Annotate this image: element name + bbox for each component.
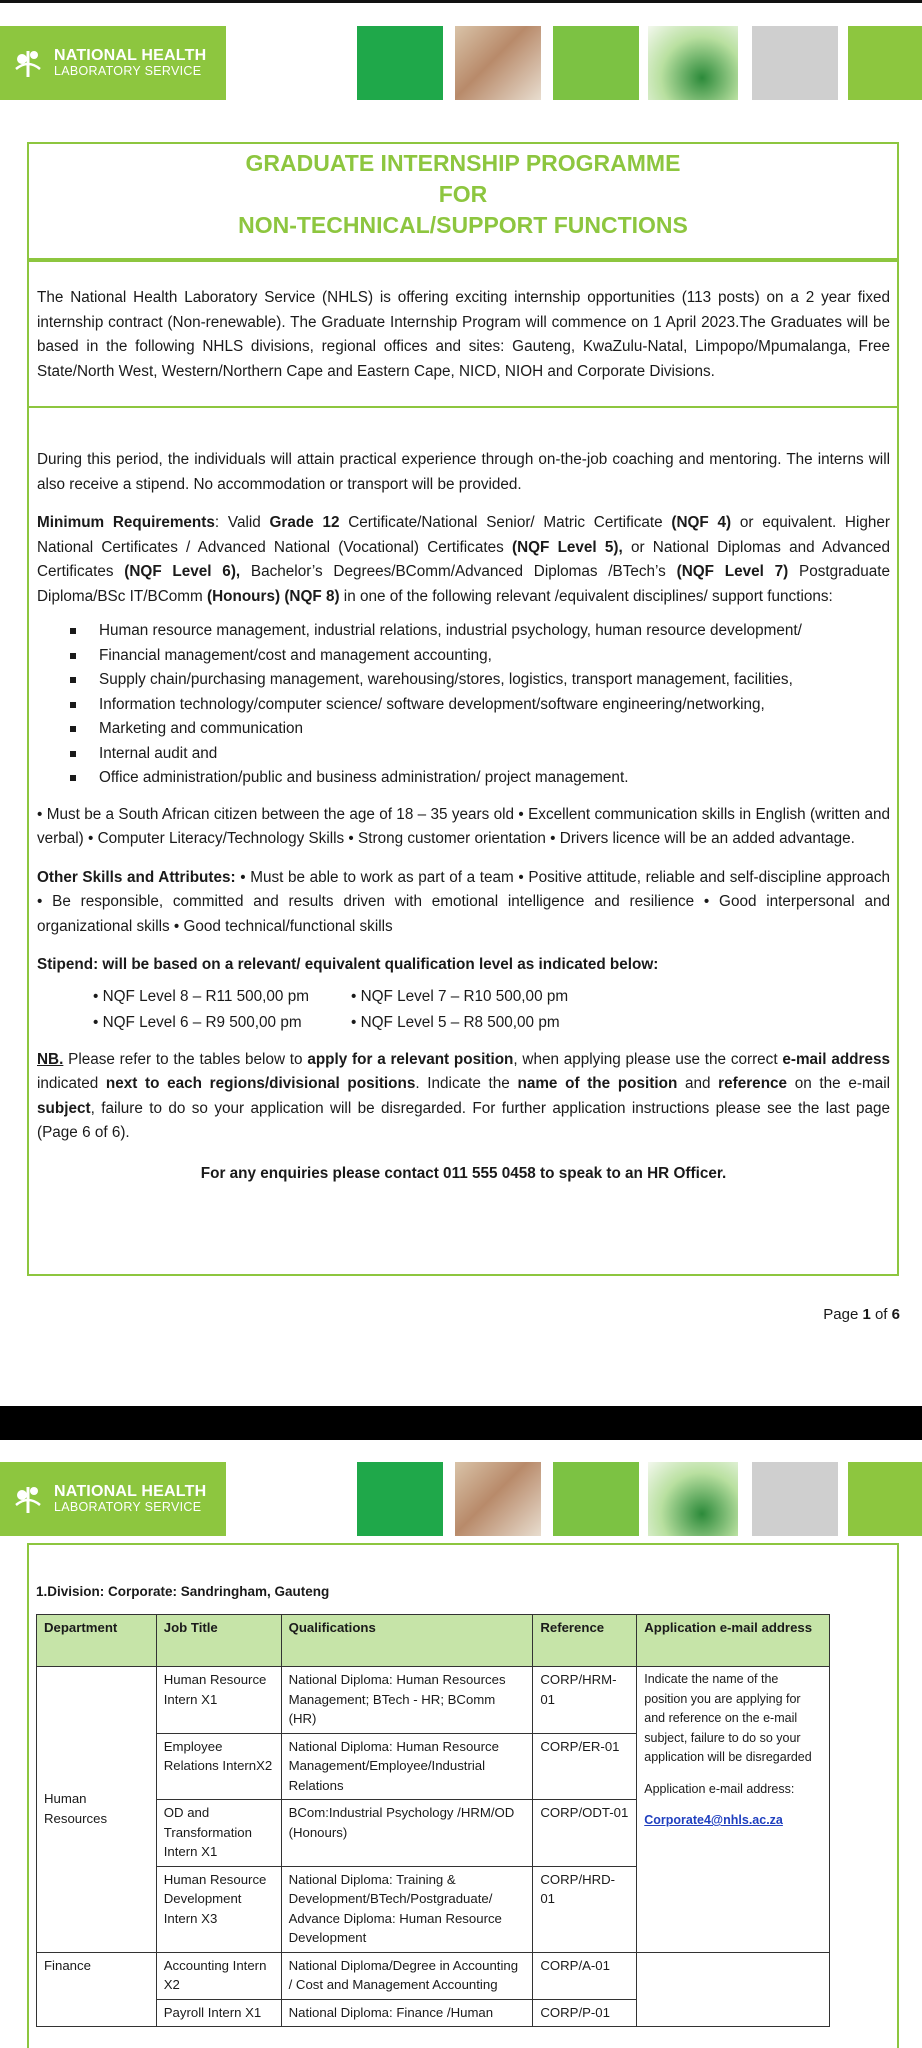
- nb-label: NB.: [37, 1050, 64, 1068]
- list-item: Human resource management, industrial relations, industrial psychology, human resource development/: [70, 619, 890, 644]
- citizen-paragraph: • Must be a South African citizen between the age of 18 – 35 years old • Excellent communication skills in English (written and verbal) • Computer Literacy/Technology Skills • Strong customer orientation • Drivers licence will be an added advantage.: [37, 805, 890, 847]
- stipend-nqf7: • NQF Level 7 – R10 500,00 pm: [351, 987, 569, 1005]
- qualification-cell: National Diploma: Finance /Human: [281, 1999, 533, 2027]
- min-req-text-6: Postgraduate Diploma/BSc IT/BComm: [37, 563, 890, 605]
- reference-cell: CORP/ER-01: [533, 1733, 637, 1800]
- requirements-box: [27, 406, 899, 1276]
- list-item: Information technology/computer science/ software development/software engineering/networking,: [70, 693, 890, 718]
- email-instruction: Indicate the name of the position you are applying for and reference on the e-mail subject, failure to do so your application will be disregarded: [644, 1672, 812, 1764]
- page-divider: [0, 1406, 922, 1440]
- header-green-block-2: [553, 26, 639, 100]
- job-title-cell: Payroll Intern X1: [156, 1999, 281, 2027]
- col-header-job-title: Job Title: [156, 1615, 281, 1667]
- header-grey-block: [752, 26, 838, 100]
- page-number-total: 6: [891, 1306, 900, 1323]
- qualification-cell: National Diploma/Degree in Accounting / Cost and Management Accounting: [281, 1952, 533, 1999]
- other-skills-paragraph: [37, 866, 890, 940]
- logo-line-1: NATIONAL HEALTH: [54, 47, 207, 65]
- email-cell-empty: [637, 1952, 830, 2027]
- email-label: Application e-mail address:: [644, 1781, 795, 1796]
- list-item: Supply chain/purchasing management, warehousing/stores, logistics, transport management, facilities,: [70, 668, 890, 693]
- page2-header: [0, 1462, 922, 1550]
- qualification-cell: National Diploma: Human Resources Management; BTech - HR; BComm (HR): [281, 1667, 533, 1734]
- page1-header: [0, 26, 922, 114]
- nb-bold-5: reference: [718, 1075, 788, 1092]
- stipend-nqf5: • NQF Level 5 – R8 500,00 pm: [351, 1013, 560, 1031]
- header-grey-block: [752, 1462, 838, 1536]
- reference-cell: CORP/HRD-01: [533, 1866, 637, 1952]
- logo-line-2: LABORATORY SERVICE: [54, 1499, 202, 1514]
- header-flask-photo: [648, 1462, 738, 1536]
- header-green-block-3: [848, 26, 922, 100]
- nb-paragraph: [37, 1048, 890, 1146]
- title-line-2: FOR: [438, 181, 488, 207]
- min-req-text-7: in one of the following relevant /equivalent disciplines/ support functions:: [339, 587, 833, 605]
- nb-bold-6: subject: [37, 1099, 91, 1117]
- min-req-text-3: or equivalent. Higher National Certificates / Advanced National (Vocational) Certificates: [37, 514, 890, 556]
- nb-text-6: on the e-mail: [787, 1075, 890, 1092]
- job-title-cell: OD and Transformation Intern X1: [156, 1800, 281, 1867]
- top-edge: [0, 0, 922, 3]
- header-lab-photo: [455, 26, 541, 100]
- min-req-bold-5: (NQF Level 7): [676, 563, 789, 580]
- other-skills-label: Other Skills and Attributes:: [37, 868, 236, 886]
- title-line-1: GRADUATE INTERNSHIP PROGRAMME: [245, 150, 681, 176]
- nhls-logo-icon: [10, 1481, 46, 1517]
- min-req-bold-2: (NQF 4): [671, 514, 732, 531]
- page-number: [823, 1306, 900, 1323]
- min-req-bold-1: Grade 12: [269, 514, 340, 531]
- qualification-cell: National Diploma: Human Resource Management/Employee/Industrial Relations: [281, 1733, 533, 1800]
- table-row: [37, 1667, 830, 1734]
- other-skills-text: • Must be able to work as part of a team • Positive attitude, reliable and self-discipline approach • Be responsible, committed and results driven with emotional intelligence and resilience • Good interpersonal and organizational skills • Good technical/functional skills: [37, 868, 890, 935]
- nb-text-2: , when applying please use the correct: [513, 1050, 783, 1068]
- division-title: 1.Division: Corporate: Sandringham, Gauteng: [36, 1584, 330, 1599]
- stipend-nqf8: • NQF Level 8 – R11 500,00 pm: [93, 987, 309, 1005]
- nb-text-4: . Indicate the: [415, 1075, 518, 1092]
- min-req-text-2: Certificate/National Senior/ Matric Certificate: [339, 514, 672, 531]
- min-req-text-4: or National Diplomas and Advanced Certificates: [37, 538, 891, 580]
- reference-cell: CORP/ODT-01: [533, 1800, 637, 1867]
- stipend-list: [93, 984, 890, 1036]
- intro-paragraph: The National Health Laboratory Service (NHLS) is offering exciting internship opportunities (113 posts) on a 2 year fixed internship contract (Non-renewable). The Graduate Internship Program will commence on 1 April 2023.The Graduates will be based in the following NHLS divisions, regional offices and sites: Gauteng, KwaZulu-Natal, Limpopo/Mpumalanga, Free State/North West, Western/Northern Cape and Eastern Cape, NICD, NIOH and Corporate Divisions.: [37, 289, 890, 380]
- nhls-logo: [0, 1462, 226, 1536]
- header-flask-photo: [648, 26, 738, 100]
- job-title-cell: Human Resource Development Intern X3: [156, 1866, 281, 1952]
- minimum-requirements-paragraph: [37, 511, 890, 609]
- stipend-heading: Stipend: will be based on a relevant/ equivalent qualification level as indicated below:: [37, 956, 659, 973]
- email-link[interactable]: Corporate4@nhls.ac.za: [644, 1813, 783, 1827]
- job-title-cell: Accounting Intern X2: [156, 1952, 281, 1999]
- nb-bold-1: apply for a relevant position: [307, 1050, 514, 1068]
- nb-bold-2: e-mail address: [782, 1050, 890, 1068]
- nhls-logo-icon: [10, 45, 46, 81]
- min-req-bold-4: (NQF Level 6),: [124, 563, 241, 580]
- min-req-text-5: Bachelor’s Degrees/BComm/Advanced Diplomas /BTech’s: [240, 563, 677, 580]
- reference-cell: CORP/A-01: [533, 1952, 637, 1999]
- department-cell: Finance: [37, 1952, 157, 2027]
- min-req-label: Minimum Requirements: [37, 514, 215, 531]
- reference-cell: CORP/HRM-01: [533, 1667, 637, 1734]
- list-item: Marketing and communication: [70, 717, 890, 742]
- support-functions-list: [70, 619, 890, 791]
- col-header-email: Application e-mail address: [637, 1615, 830, 1667]
- programme-title-box: [27, 142, 899, 260]
- list-item: Financial management/cost and management accounting,: [70, 644, 890, 669]
- nb-bold-4: name of the position: [517, 1075, 678, 1092]
- nb-bold-3: next to each regions/divisional positions: [105, 1075, 416, 1092]
- qualification-cell: BCom:Industrial Psychology /HRM/OD (Honours): [281, 1800, 533, 1867]
- page-number-current: 1: [862, 1306, 871, 1323]
- reference-cell: CORP/P-01: [533, 1999, 637, 2027]
- nb-text-3: indicated: [37, 1075, 106, 1092]
- page-number-prefix: Page: [823, 1306, 863, 1323]
- logo-line-1: NATIONAL HEALTH: [54, 1483, 207, 1501]
- min-req-text-1: : Valid: [214, 514, 270, 531]
- nb-text-1: Please refer to the tables below to: [63, 1050, 308, 1068]
- enquiry-line: For any enquiries please contact 011 555 0458 to speak to an HR Officer.: [200, 1164, 727, 1182]
- job-title-cell: Human Resource Intern X1: [156, 1667, 281, 1734]
- intro-box: [27, 260, 899, 408]
- title-line-3: NON-TECHNICAL/SUPPORT FUNCTIONS: [238, 212, 688, 238]
- logo-line-2: LABORATORY SERVICE: [54, 63, 202, 78]
- table-row: [37, 1952, 830, 1999]
- nb-text-5: and: [677, 1075, 719, 1092]
- header-lab-photo: [455, 1462, 541, 1536]
- nb-text-7: , failure to do so your application will be disregarded. For further application instructions please see the last page (Page 6 of 6).: [37, 1099, 890, 1141]
- col-header-reference: Reference: [533, 1615, 637, 1667]
- period-paragraph: During this period, the individuals will attain practical experience through on-the-job coaching and mentoring. The interns will also receive a stipend. No accommodation or transport will be provided.: [37, 451, 890, 493]
- email-cell: [637, 1667, 830, 1953]
- header-green-block-2: [553, 1462, 639, 1536]
- min-req-bold-3: (NQF Level 5),: [511, 538, 623, 556]
- header-green-block: [357, 1462, 443, 1536]
- header-green-block: [357, 26, 443, 100]
- positions-table: [36, 1614, 830, 2027]
- qualification-cell: National Diploma: Training & Development/BTech/Postgraduate/ Advance Diploma: Human Resource Development: [281, 1866, 533, 1952]
- min-req-bold-6: (Honours) (NQF 8): [207, 587, 340, 605]
- department-cell: Human Resources: [37, 1667, 157, 1953]
- table-header-row: [37, 1615, 830, 1667]
- list-item: Internal audit and: [70, 742, 890, 767]
- header-green-block-3: [848, 1462, 922, 1536]
- nhls-logo: [0, 26, 226, 100]
- col-header-qualifications: Qualifications: [281, 1615, 533, 1667]
- col-header-department: Department: [37, 1615, 157, 1667]
- page-number-mid: of: [870, 1306, 892, 1323]
- job-title-cell: Employee Relations InternX2: [156, 1733, 281, 1800]
- stipend-nqf6: • NQF Level 6 – R9 500,00 pm: [93, 1013, 302, 1031]
- list-item: Office administration/public and business administration/ project management.: [70, 766, 890, 791]
